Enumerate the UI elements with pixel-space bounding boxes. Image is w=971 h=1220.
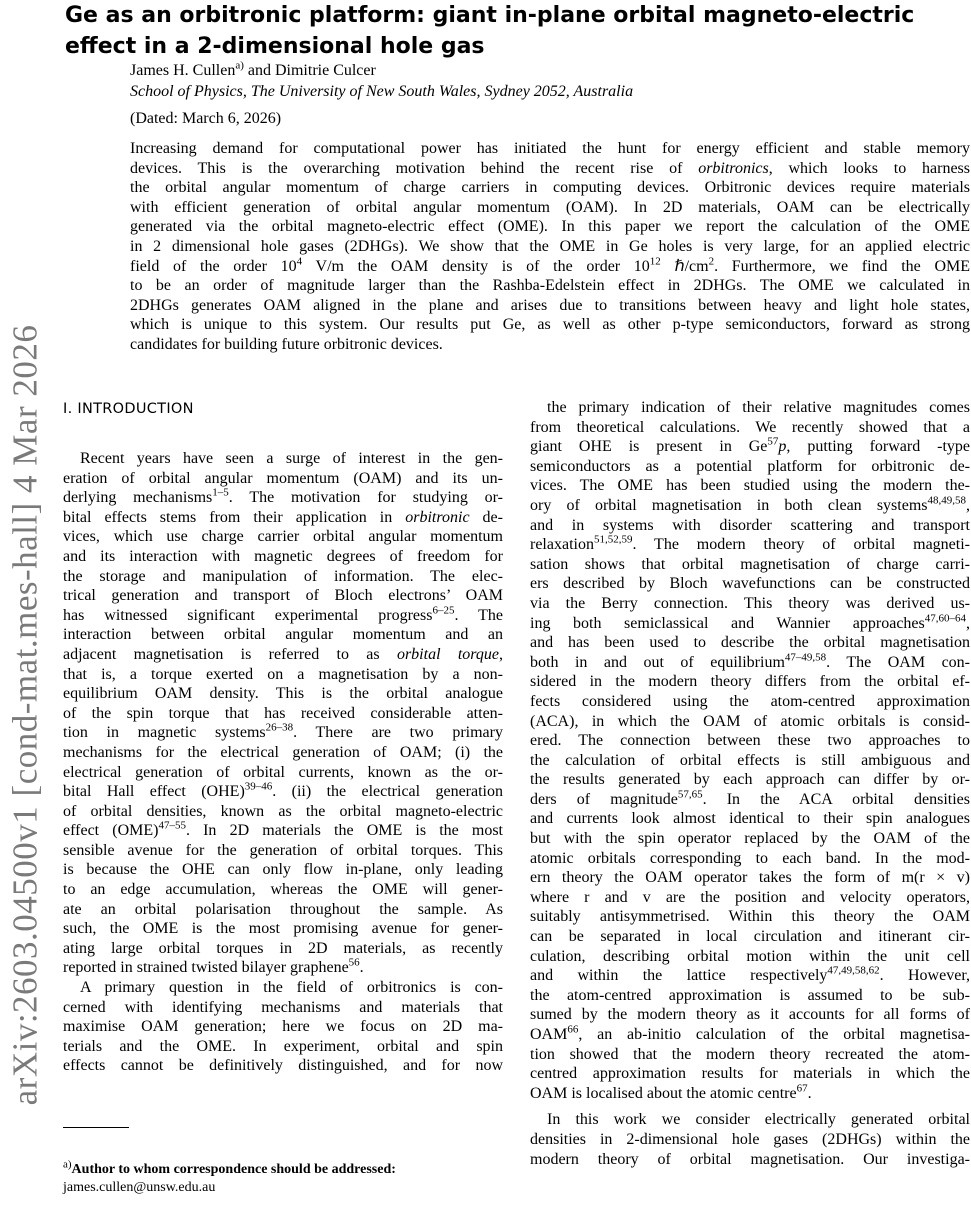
line-text: mechanisms for the electrical generation of OAM; (i) the bbox=[63, 743, 503, 761]
text-line bbox=[63, 1037, 503, 1057]
text-line bbox=[63, 625, 503, 645]
text-line bbox=[63, 684, 503, 704]
abstract bbox=[130, 139, 970, 355]
abstract-line: the orbital angular momentum of charge carriers in computing devices. Orbitronic devices require materials bbox=[130, 179, 970, 197]
line-text: . There are two primary bbox=[293, 724, 503, 742]
citation-superscript: 56 bbox=[348, 957, 360, 970]
left-column bbox=[63, 398, 503, 1076]
line-text: OAM bbox=[530, 1026, 568, 1043]
author-email: james.cullen@unsw.edu.au bbox=[63, 1180, 216, 1195]
text-line bbox=[63, 958, 503, 978]
line-text: In this work we consider electrically generated orbital bbox=[547, 1111, 970, 1129]
text-line bbox=[63, 802, 503, 822]
line-text: A primary question in the field of orbitronics is con- bbox=[80, 979, 503, 997]
text-line bbox=[63, 547, 503, 567]
citation-superscript: 67 bbox=[796, 1082, 808, 1095]
italic-text: orbital torque bbox=[396, 645, 499, 663]
line-text: , bbox=[966, 614, 970, 632]
line-text: electrical generation of orbital currents, known as the or- bbox=[63, 763, 503, 781]
text-line bbox=[530, 633, 970, 653]
text-line bbox=[530, 496, 970, 516]
text-line bbox=[530, 927, 970, 947]
text-line bbox=[530, 692, 970, 712]
line-text: modern theory of orbital magnetisation. Our investiga- bbox=[530, 1150, 970, 1168]
line-text: . The modern theory of orbital magneti- bbox=[632, 536, 970, 554]
text-line bbox=[530, 1130, 970, 1150]
line-text: can be separated in local circulation and itinerant cir- bbox=[530, 928, 970, 946]
citation-superscript: 47,49,58,62 bbox=[827, 964, 880, 977]
text-line bbox=[530, 672, 970, 692]
line-text: but with the spin operator replaced by the OAM of the bbox=[530, 830, 970, 848]
paragraph bbox=[63, 449, 503, 978]
line-text: tion showed that the modern theory recreated the atom- bbox=[530, 1045, 970, 1063]
line-text: sensible avenue for the generation of orbital torques. This bbox=[63, 841, 503, 859]
text-line bbox=[530, 1005, 970, 1025]
paragraph-gap bbox=[530, 1103, 970, 1110]
text-line bbox=[530, 476, 970, 496]
line-text: is because the OHE can only flow in-plane, only leading bbox=[63, 861, 503, 879]
text-line bbox=[63, 1056, 503, 1076]
text-line bbox=[63, 763, 503, 783]
line-text: of orbital densities, known as the orbital magneto-electric bbox=[63, 802, 503, 820]
text-line bbox=[530, 947, 970, 967]
line-text: . The bbox=[454, 606, 503, 624]
arxiv-identifier-text: arXiv:2603.04500v1 [cond-mat.mes-hall] 4 Mar 2026 bbox=[5, 324, 45, 1106]
line-text: the results generated by each approach can differ by or- bbox=[530, 771, 970, 789]
line-text: bital Hall effect (OHE) bbox=[63, 783, 245, 801]
citation-superscript: 47–49,58 bbox=[784, 651, 827, 664]
line-text: , putting forward bbox=[786, 438, 938, 456]
abstract-line: 2DHGs generates OAM aligned in the plane and arises due to transitions between heavy and light hole states, bbox=[130, 296, 970, 314]
text-line bbox=[530, 809, 970, 829]
text-line bbox=[63, 606, 503, 626]
footnote-bold-text: Author to whom correspondence should be addressed: bbox=[71, 1162, 396, 1177]
line-text: fects considered using the atom-centred approximation bbox=[530, 692, 970, 710]
text-line bbox=[530, 457, 970, 477]
footnote-mark: a) bbox=[63, 1158, 72, 1171]
line-text: where r and v are the position and velocity operators, bbox=[530, 888, 970, 906]
abstract-line: devices. This is the overarching motivation behind the recent rise of orbitronics, which looks to harness bbox=[130, 159, 971, 177]
text-line bbox=[530, 1150, 970, 1170]
line-text: from theoretical calculations. We recently showed that a bbox=[530, 418, 970, 436]
text-line bbox=[63, 919, 503, 939]
line-text: trical generation and transport of Bloch electrons’ OAM bbox=[63, 587, 503, 605]
line-text: (ACA), in which the OAM of atomic orbitals is consid- bbox=[530, 712, 970, 730]
citation-superscript: 1–5 bbox=[212, 486, 229, 499]
text-line bbox=[530, 1064, 970, 1084]
text-line bbox=[63, 704, 503, 724]
line-text: OAM is localised about the atomic centre bbox=[530, 1084, 797, 1102]
paper-title bbox=[65, 0, 965, 62]
line-text: ered. The connection between these two approaches to bbox=[530, 732, 970, 750]
line-text: and its interaction with magnetic degrees of freedom for bbox=[63, 547, 503, 565]
text-line bbox=[530, 535, 970, 555]
line-text: and within the lattice respectively bbox=[530, 967, 828, 985]
line-text: suitably antisymmetrised. Within this theory the OAM bbox=[530, 908, 970, 926]
citation-superscript: 66 bbox=[567, 1023, 579, 1036]
abstract-line: with efficient generation of orbital angular momentum (OAM). In 2D materials, OAM can be electrically bbox=[130, 198, 970, 216]
line-text: of the spin torque that has received considerable atten- bbox=[63, 704, 503, 722]
line-text: adjacent magnetisation is referred to as bbox=[63, 645, 397, 663]
citation-superscript: 6–25 bbox=[432, 604, 455, 617]
line-text: effects cannot be definitively distinguished, and for now bbox=[63, 1057, 503, 1075]
line-text: giant OHE is present in Ge bbox=[530, 438, 768, 456]
line-text: cerned with identifying mechanisms and materials that bbox=[63, 998, 503, 1016]
line-text: the primary indication of their relative magnitudes comes bbox=[547, 399, 970, 416]
text-line bbox=[63, 939, 503, 959]
line-text: such, the OME is the most promising avenue for gener- bbox=[63, 920, 503, 938]
line-text: relaxation bbox=[530, 536, 594, 554]
paragraph bbox=[530, 398, 970, 1103]
line-text: . The OAM con- bbox=[826, 653, 970, 671]
line-text: ating large orbital torques in 2D materials, as recently bbox=[63, 939, 503, 957]
citation-superscript: 26–38 bbox=[265, 721, 294, 734]
citation-superscript: 57,65 bbox=[677, 788, 703, 801]
line-text: , bbox=[966, 496, 970, 514]
text-line bbox=[63, 469, 503, 489]
line-text: that is, a torque exerted on a magnetisation by a non- bbox=[63, 665, 503, 683]
text-line bbox=[63, 567, 503, 587]
line-text: to an edge accumulation, whereas the OME will gener- bbox=[63, 881, 503, 899]
line-text: equilibrium OAM density. This is the orbital analogue bbox=[63, 685, 503, 703]
abstract-line: field of the order $10^4$ V/m the OAM density is of the order $10^{12}$ $\hbar/cm^2$. Furthermore, we find the OME bbox=[130, 255, 970, 275]
author-name: James H. Cullen bbox=[130, 62, 236, 79]
text-line bbox=[530, 966, 970, 986]
line-text: , an ab-initio calculation of the orbital magnetisa- bbox=[578, 1026, 970, 1043]
citation-superscript: 51,52,59 bbox=[593, 533, 633, 546]
line-text: derlying mechanisms bbox=[63, 489, 213, 507]
line-text: . The motivation for studying or- bbox=[228, 489, 503, 507]
line-text: sation shows that orbital magnetisation of charge carri- bbox=[530, 555, 970, 573]
text-line bbox=[530, 731, 970, 751]
citation-superscript: 47,60–64 bbox=[924, 612, 966, 625]
footnote-rule bbox=[63, 1127, 129, 1128]
text-line bbox=[530, 516, 970, 536]
line-text: vices, which use charge carrier orbital angular momentum bbox=[63, 528, 503, 546]
line-text: . In the ACA orbital densities bbox=[702, 790, 970, 808]
line-text: ory of orbital magnetisation in both clean systems bbox=[530, 496, 928, 514]
line-text: eration of orbital angular momentum (OAM) and its un- bbox=[63, 469, 503, 487]
text-line bbox=[530, 653, 970, 673]
line-text: terials and the OME. In experiment, orbital and spin bbox=[63, 1037, 503, 1055]
text-line bbox=[63, 527, 503, 547]
text-line bbox=[63, 841, 503, 861]
text-line bbox=[63, 645, 503, 665]
citation-superscript: 47–55 bbox=[158, 819, 186, 832]
text-line bbox=[530, 418, 970, 438]
author-footnote-mark: a) bbox=[235, 59, 244, 72]
line-text: ing both semiclassical and Wannier approaches bbox=[530, 614, 925, 632]
right-column bbox=[530, 398, 970, 1169]
text-line bbox=[530, 868, 970, 888]
text-line bbox=[530, 1025, 970, 1045]
line-text: effect (OME) bbox=[63, 822, 159, 840]
text-line bbox=[530, 888, 970, 908]
paper-title-line-1: Ge as an orbitronic platform: giant in-plane orbital magneto-electric bbox=[65, 3, 915, 28]
text-line bbox=[63, 900, 503, 920]
line-text: and has been used to describe the orbital magnetisation bbox=[530, 634, 970, 652]
line-text: and currents look almost identical to their spin analogues bbox=[530, 810, 970, 828]
text-line bbox=[530, 398, 970, 418]
text-line bbox=[63, 1017, 503, 1037]
abstract-line: generated via the orbital magneto-electric effect (OME). In this paper we report the calculation of the OME bbox=[130, 218, 970, 236]
line-text: tion in magnetic systems bbox=[63, 724, 266, 742]
footnote bbox=[63, 1158, 503, 1197]
line-text: reported in strained twisted bilayer graphene bbox=[63, 959, 349, 977]
line-text: culation, describing orbital motion within the unit cell bbox=[530, 947, 970, 965]
line-text: and in systems with disorder scattering and transport bbox=[530, 516, 970, 534]
text-line bbox=[530, 907, 970, 927]
author-name: and Dimitrie Culcer bbox=[243, 62, 376, 79]
abstract-line: Increasing demand for computational power has initiated the hunt for energy efficient and stable memory bbox=[130, 140, 970, 157]
line-text: sumed by the modern theory as it accounts for all forms of bbox=[530, 1006, 970, 1024]
text-line bbox=[63, 743, 503, 763]
line-text: . bbox=[359, 959, 364, 977]
text-line bbox=[530, 790, 970, 810]
line-text: . However, bbox=[879, 967, 971, 985]
text-line bbox=[530, 770, 970, 790]
text-line bbox=[63, 665, 503, 685]
line-text: -type bbox=[937, 438, 970, 456]
line-text: Recent years have seen a surge of interest in the gen- bbox=[80, 450, 503, 467]
line-text: densities in 2-dimensional hole gases (2DHGs) within the bbox=[530, 1130, 970, 1148]
line-text: atomic orbitals corresponding to each band. In the mod- bbox=[530, 849, 970, 867]
line-text: ders of magnitude bbox=[530, 790, 678, 808]
text-line bbox=[530, 1110, 970, 1130]
line-text: . (ii) the electrical generation bbox=[272, 783, 503, 801]
line-text: ern theory the OAM operator takes the form of m(r × v) bbox=[530, 869, 970, 887]
line-text: the atom-centred approximation is assumed to be sub- bbox=[530, 986, 970, 1004]
line-text: the calculation of orbital effects is still ambiguous and bbox=[530, 751, 970, 769]
author-list bbox=[130, 59, 376, 80]
line-text: has witnessed significant experimental progress bbox=[63, 606, 433, 624]
italic-text: orbitronic bbox=[405, 508, 470, 526]
text-line bbox=[530, 614, 970, 634]
text-line bbox=[63, 449, 503, 469]
line-text: ate an orbital polarisation throughout the sample. As bbox=[63, 900, 503, 918]
text-line bbox=[63, 860, 503, 880]
line-text: vices. The OME has been studied using the modern the- bbox=[530, 477, 970, 495]
line-text: maximise OAM generation; here we focus on 2D ma- bbox=[63, 1018, 503, 1036]
text-line bbox=[63, 723, 503, 743]
text-line bbox=[63, 880, 503, 900]
paragraph bbox=[63, 978, 503, 1076]
abstract-line: which is unique to this system. Our results put Ge, as well as other p-type semiconductors, forward as strong bbox=[130, 316, 970, 334]
abstract-line: to be an order of magnitude larger than the Rashba-Edelstein effect in 2DHGs. The OME we calculated in bbox=[130, 277, 970, 295]
text-line bbox=[530, 555, 970, 575]
section-heading-introduction: I. INTRODUCTION bbox=[63, 401, 194, 417]
line-text: bital effects stems from their application in bbox=[63, 508, 406, 526]
citation-superscript: 39–46 bbox=[244, 780, 273, 793]
line-text: de- bbox=[469, 508, 503, 526]
affiliation: School of Physics, The University of New South Wales, Sydney 2052, Australia bbox=[130, 83, 634, 100]
text-line bbox=[63, 782, 503, 802]
text-line bbox=[63, 978, 503, 998]
line-text: ers described by Bloch wavefunctions can be constructed bbox=[530, 575, 970, 593]
text-line bbox=[63, 821, 503, 841]
line-text: centred approximation results for materials in which the bbox=[530, 1065, 970, 1083]
abstract-line: in 2 dimensional hole gases (2DHGs). We show that the OME in Ge holes is very large, for an applied electric bbox=[130, 237, 970, 255]
text-line bbox=[530, 829, 970, 849]
line-text: via the Berry connection. This theory was derived us- bbox=[530, 594, 970, 612]
arxiv-identifier bbox=[3, 210, 47, 1220]
citation-superscript: 57 bbox=[767, 435, 779, 448]
paragraph bbox=[530, 1110, 970, 1169]
text-line bbox=[63, 508, 503, 528]
text-line bbox=[530, 437, 970, 457]
line-text: . bbox=[807, 1084, 812, 1102]
line-text: semiconductors as a potential platform for orbitronic de- bbox=[530, 457, 970, 475]
citation-superscript: 48,49,58 bbox=[927, 494, 966, 507]
paper-title-line-2: effect in a 2-dimensional hole gas bbox=[65, 34, 485, 59]
line-text: interaction between orbital angular momentum and an bbox=[63, 626, 503, 644]
text-line bbox=[530, 594, 970, 614]
text-line bbox=[530, 849, 970, 869]
text-line bbox=[530, 986, 970, 1006]
text-line bbox=[530, 751, 970, 771]
line-text: . In 2D materials the OME is the most bbox=[185, 822, 503, 840]
text-line bbox=[63, 488, 503, 508]
line-text: sidered in the modern theory differs from the orbital ef- bbox=[530, 673, 970, 691]
italic-text: p bbox=[778, 438, 787, 456]
text-line bbox=[530, 574, 970, 594]
line-text: both in and out of equilibrium bbox=[530, 653, 785, 671]
date-line: (Dated: March 6, 2026) bbox=[130, 110, 282, 127]
text-line bbox=[63, 586, 503, 606]
text-line bbox=[530, 1045, 970, 1065]
text-line bbox=[530, 1084, 970, 1104]
text-line bbox=[530, 712, 970, 732]
abstract-line: candidates for building future orbitronic devices. bbox=[130, 335, 443, 353]
text-line bbox=[63, 998, 503, 1018]
line-text: the storage and manipulation of information. The elec- bbox=[63, 567, 503, 585]
line-text: , bbox=[499, 645, 503, 663]
footnote-line bbox=[63, 1158, 503, 1179]
